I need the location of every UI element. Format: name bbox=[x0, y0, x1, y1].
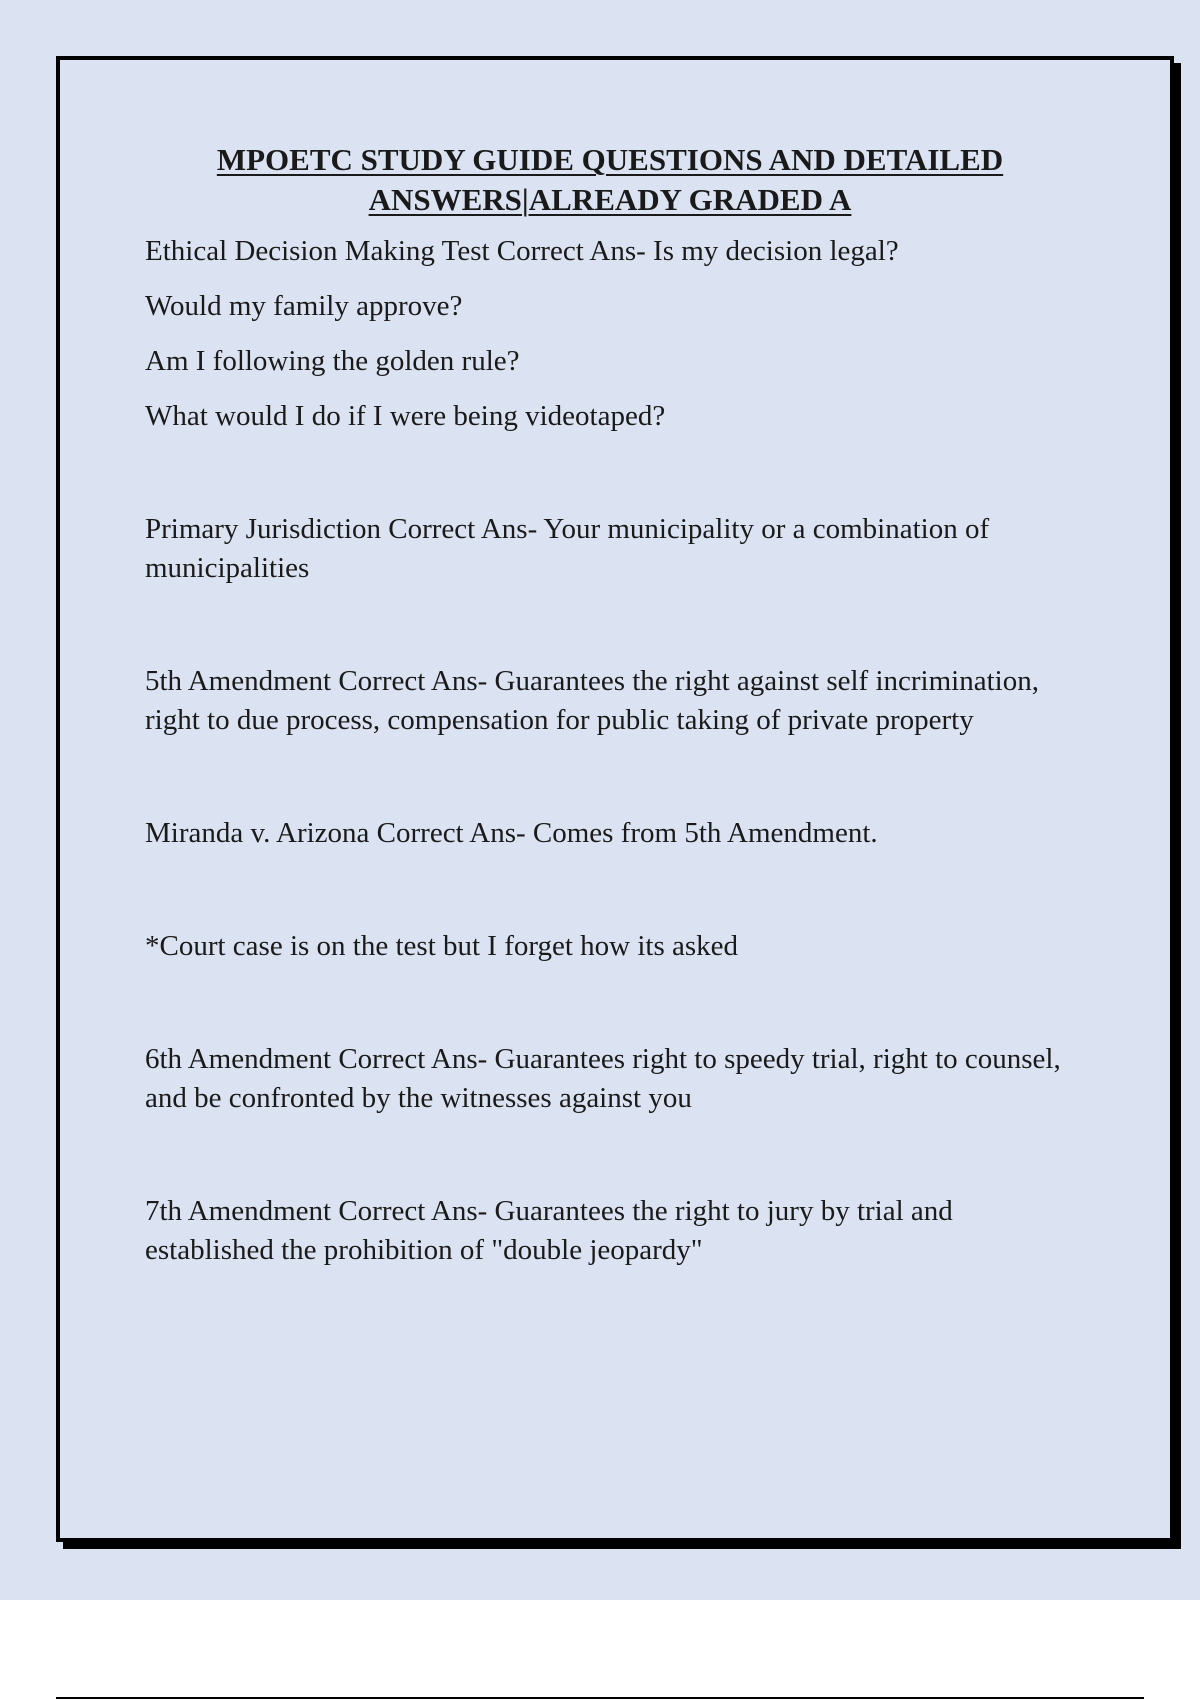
document-body bbox=[145, 140, 1075, 1270]
entry-videotaped: What would I do if I were being videotaped? bbox=[145, 400, 666, 432]
entry-ethical-decision: Ethical Decision Making Test Correct Ans- Is my decision legal? bbox=[145, 235, 899, 267]
entry-5th-amendment: 5th Amendment Correct Ans- Guarantees the right against self incrimination, right to due process, compensation for public taking of private property bbox=[145, 665, 1039, 736]
title-line-2: ANSWERS|ALREADY GRADED A bbox=[368, 182, 852, 217]
entry-7th-amendment: 7th Amendment Correct Ans- Guarantees the right to jury by trial and established the prohibition of "double jeopardy" bbox=[145, 1195, 953, 1266]
footer-rule bbox=[56, 1697, 1144, 1699]
entry-court-case-note: *Court case is on the test but I forget how its asked bbox=[145, 930, 739, 962]
document-title bbox=[145, 140, 1075, 220]
entry-6th-amendment: 6th Amendment Correct Ans- Guarantees right to speedy trial, right to counsel, and be confronted by the witnesses against you bbox=[145, 1043, 1061, 1114]
entry-miranda: Miranda v. Arizona Correct Ans- Comes from 5th Amendment. bbox=[145, 817, 878, 849]
title-line-1: MPOETC STUDY GUIDE QUESTIONS AND DETAILED bbox=[216, 142, 1004, 177]
entry-golden-rule: Am I following the golden rule? bbox=[145, 345, 520, 377]
entry-family-approve: Would my family approve? bbox=[145, 290, 463, 322]
entry-primary-jurisdiction: Primary Jurisdiction Correct Ans- Your municipality or a combination of municipalities bbox=[145, 513, 990, 584]
